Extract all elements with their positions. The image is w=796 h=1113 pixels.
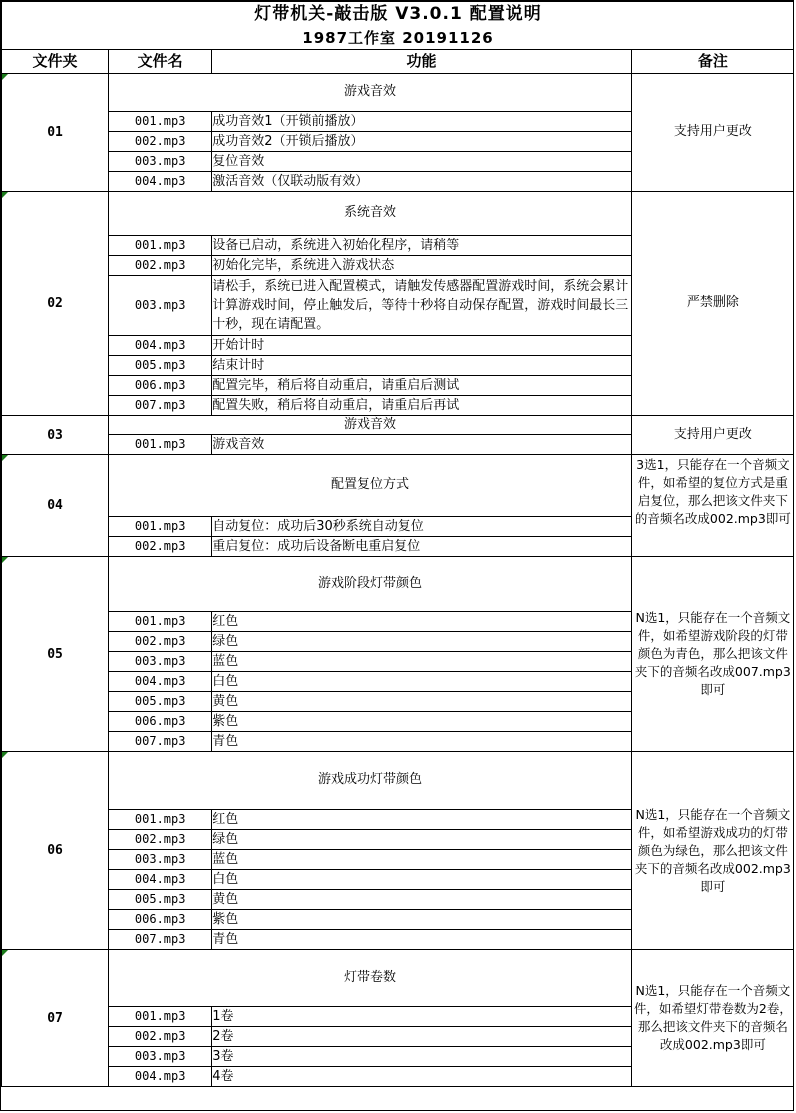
file-name: 005.mp3 <box>109 356 212 376</box>
file-name: 006.mp3 <box>109 712 212 732</box>
file-name: 004.mp3 <box>109 870 212 890</box>
table-row <box>2 74 795 112</box>
function-text: 1卷 <box>212 1007 632 1027</box>
remark-cell: N选1，只能存在一个音频文件，如希望游戏成功的灯带颜色为绿色，那么把该文件夹下的音频名改成002.mp3即可 <box>631 752 794 950</box>
file-name: 007.mp3 <box>109 396 212 416</box>
folder-number-cell <box>2 950 109 1087</box>
file-name: 005.mp3 <box>109 692 212 712</box>
file-name: 002.mp3 <box>109 632 212 652</box>
folder-number: 06 <box>47 843 63 858</box>
error-marker-icon <box>2 950 8 956</box>
function-text: 配置完毕，稍后将自动重启，请重启后测试 <box>212 376 632 396</box>
table-body <box>2 2 795 1087</box>
table-row <box>2 416 795 435</box>
page-title: 灯带机关-敲击版 V3.0.1 配置说明 <box>254 4 542 24</box>
page-subtitle: 1987工作室 20191126 <box>302 29 494 47</box>
group-title-cell: 灯带卷数 <box>109 950 632 1007</box>
file-name: 002.mp3 <box>109 537 212 557</box>
folder-number: 03 <box>47 427 63 443</box>
function-text: 绿色 <box>212 830 632 850</box>
function-text: 开始计时 <box>212 336 632 356</box>
function-text: 设备已启动，系统进入初始化程序，请稍等 <box>212 236 632 256</box>
remark-cell: 支持用户更改 <box>631 416 794 455</box>
file-name: 005.mp3 <box>109 890 212 910</box>
function-text: 白色 <box>212 870 632 890</box>
error-marker-icon <box>2 752 8 758</box>
config-table <box>1 1 794 1087</box>
file-name: 006.mp3 <box>109 376 212 396</box>
column-header-row <box>2 50 795 74</box>
error-marker-icon <box>2 455 8 461</box>
file-name: 002.mp3 <box>109 256 212 276</box>
folder-number-cell <box>2 416 109 455</box>
table-row <box>2 950 795 1007</box>
file-name: 001.mp3 <box>109 435 212 455</box>
function-text: 紫色 <box>212 910 632 930</box>
function-text: 激活音效（仅联动版有效） <box>212 172 632 192</box>
function-text: 游戏音效 <box>212 435 632 455</box>
file-name: 001.mp3 <box>109 517 212 537</box>
function-text: 自动复位：成功后30秒系统自动复位 <box>212 517 632 537</box>
function-text: 蓝色 <box>212 652 632 672</box>
title-row <box>2 2 795 50</box>
group-title-cell: 游戏成功灯带颜色 <box>109 752 632 810</box>
remark-cell: 3选1，只能存在一个音频文件，如希望的复位方式是重启复位，那么把该文件夹下的音频名改成002.mp3即可 <box>631 455 794 557</box>
folder-number: 01 <box>47 125 63 140</box>
file-name: 003.mp3 <box>109 276 212 336</box>
function-text: 成功音效2（开锁后播放） <box>212 132 632 152</box>
group-title-cell: 配置复位方式 <box>109 455 632 517</box>
column-header-folder: 文件夹 <box>2 50 109 74</box>
function-text: 绿色 <box>212 632 632 652</box>
function-text: 黄色 <box>212 692 632 712</box>
file-name: 003.mp3 <box>109 152 212 172</box>
file-name: 001.mp3 <box>109 236 212 256</box>
error-marker-icon <box>2 192 8 198</box>
folder-number-cell <box>2 192 109 416</box>
error-marker-icon <box>2 557 8 563</box>
function-text: 配置失败，稍后将自动重启，请重启后再试 <box>212 396 632 416</box>
file-name: 002.mp3 <box>109 1027 212 1047</box>
file-name: 001.mp3 <box>109 1007 212 1027</box>
file-name: 003.mp3 <box>109 652 212 672</box>
function-text: 请松手，系统已进入配置模式，请触发传感器配置游戏时间，系统会累计计算游戏时间，停止触发后，等待十秒将自动保存配置，游戏时间最长三十秒，现在请配置。 <box>212 276 632 336</box>
folder-number: 05 <box>47 646 63 662</box>
file-name: 004.mp3 <box>109 172 212 192</box>
folder-number-cell <box>2 74 109 192</box>
table-row <box>2 752 795 810</box>
file-name: 004.mp3 <box>109 1067 212 1087</box>
column-header-remark: 备注 <box>631 50 794 74</box>
function-text: 重启复位：成功后设备断电重启复位 <box>212 537 632 557</box>
group-title-cell: 游戏音效 <box>109 416 632 435</box>
file-name: 001.mp3 <box>109 810 212 830</box>
file-name: 001.mp3 <box>109 612 212 632</box>
document-title-cell <box>2 2 795 50</box>
function-text: 白色 <box>212 672 632 692</box>
file-name: 001.mp3 <box>109 112 212 132</box>
function-text: 2卷 <box>212 1027 632 1047</box>
function-text: 成功音效1（开锁前播放） <box>212 112 632 132</box>
group-title-cell: 系统音效 <box>109 192 632 236</box>
remark-cell: N选1，只能存在一个音频文件，如希望游戏阶段的灯带颜色为青色，那么把该文件夹下的音频名改成007.mp3即可 <box>631 557 794 752</box>
column-header-filename: 文件名 <box>109 50 212 74</box>
file-name: 004.mp3 <box>109 336 212 356</box>
function-text: 黄色 <box>212 890 632 910</box>
function-text: 红色 <box>212 810 632 830</box>
function-text: 紫色 <box>212 712 632 732</box>
folder-number-cell <box>2 752 109 950</box>
function-text: 青色 <box>212 732 632 752</box>
folder-number-cell <box>2 557 109 752</box>
file-name: 002.mp3 <box>109 132 212 152</box>
remark-cell: 严禁删除 <box>631 192 794 416</box>
folder-number-cell <box>2 455 109 557</box>
function-text: 初始化完毕，系统进入游戏状态 <box>212 256 632 276</box>
function-text: 结束计时 <box>212 356 632 376</box>
remark-cell: N选1，只能存在一个音频文件，如希望灯带卷数为2卷，那么把该文件夹下的音频名改成002.mp3即可 <box>631 950 794 1087</box>
error-marker-icon <box>2 74 8 80</box>
folder-number: 02 <box>47 296 63 311</box>
function-text: 红色 <box>212 612 632 632</box>
file-name: 006.mp3 <box>109 910 212 930</box>
file-name: 004.mp3 <box>109 672 212 692</box>
group-title-cell: 游戏阶段灯带颜色 <box>109 557 632 612</box>
file-name: 003.mp3 <box>109 850 212 870</box>
remark-cell: 支持用户更改 <box>631 74 794 192</box>
function-text: 青色 <box>212 930 632 950</box>
function-text: 3卷 <box>212 1047 632 1067</box>
file-name: 007.mp3 <box>109 732 212 752</box>
function-text: 4卷 <box>212 1067 632 1087</box>
file-name: 003.mp3 <box>109 1047 212 1067</box>
function-text: 蓝色 <box>212 850 632 870</box>
table-row <box>2 557 795 612</box>
file-name: 002.mp3 <box>109 830 212 850</box>
column-header-function: 功能 <box>212 50 632 74</box>
folder-number: 07 <box>47 1010 63 1026</box>
file-name: 007.mp3 <box>109 930 212 950</box>
table-row <box>2 192 795 236</box>
table-row <box>2 455 795 517</box>
group-title-cell: 游戏音效 <box>109 74 632 112</box>
folder-number: 04 <box>47 498 63 513</box>
function-text: 复位音效 <box>212 152 632 172</box>
